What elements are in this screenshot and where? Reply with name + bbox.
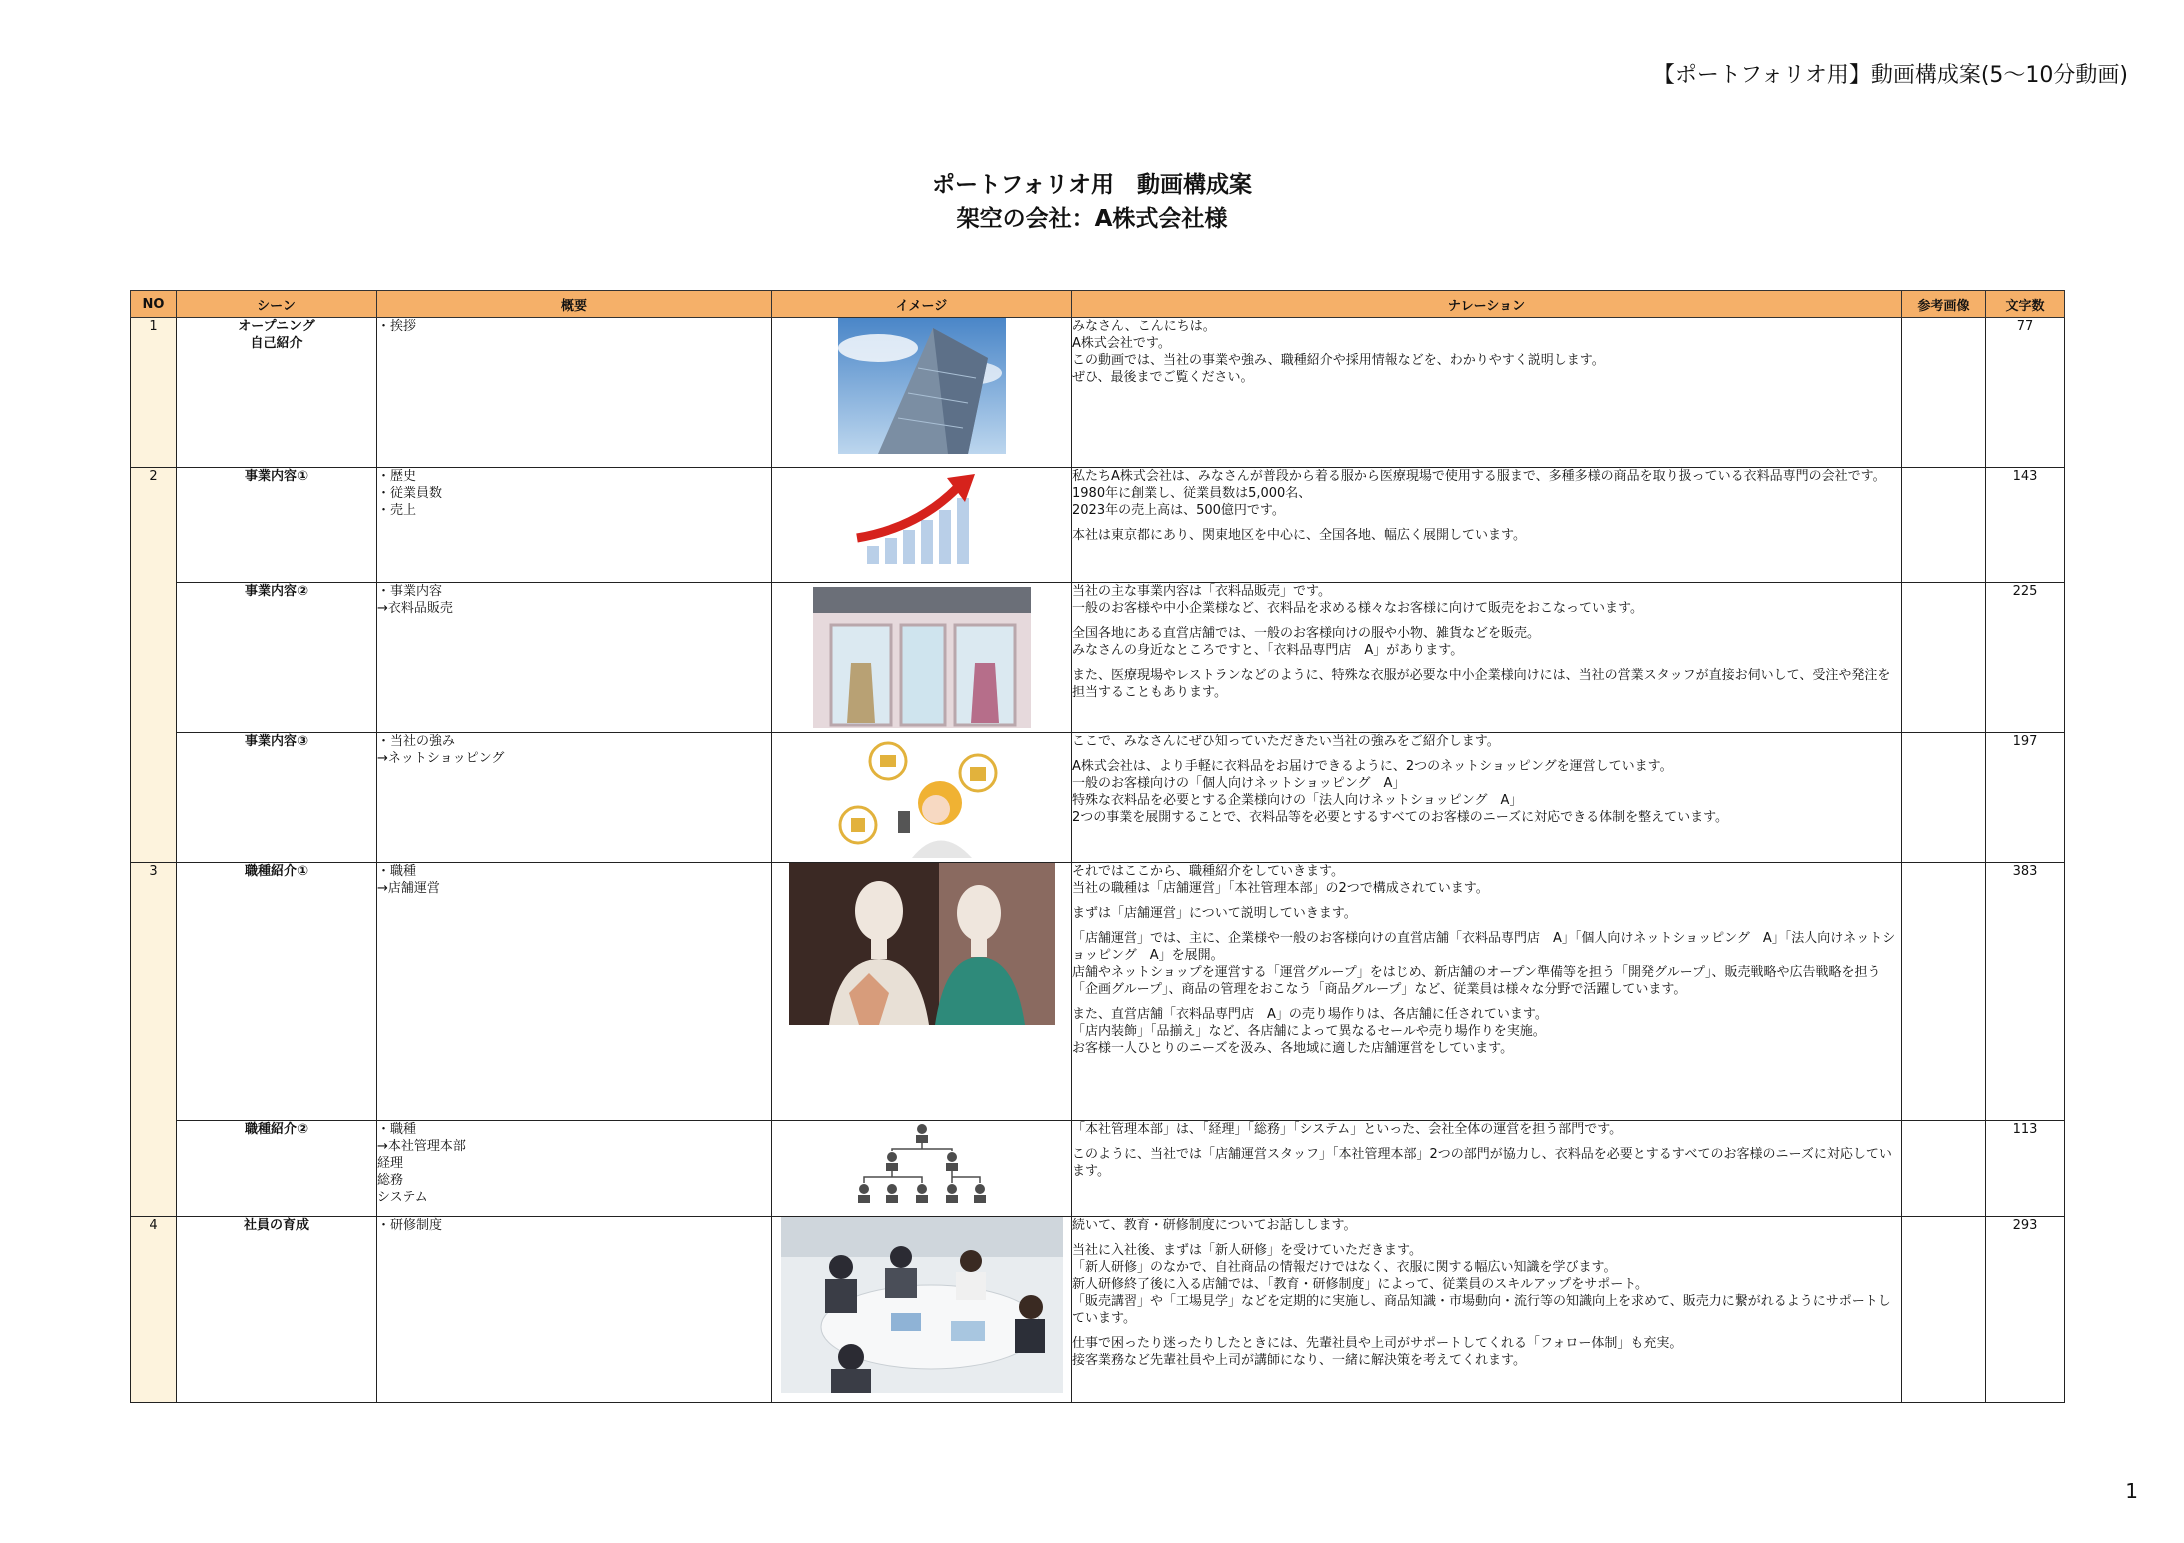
- char-count: 225: [1986, 583, 2065, 733]
- image-cell: [772, 468, 1072, 583]
- image-cell: [772, 863, 1072, 1121]
- overview-line: →衣料品販売: [377, 601, 453, 616]
- scene-label: 社員の育成: [243, 1218, 309, 1233]
- overview-line: 経理: [377, 1156, 404, 1171]
- row-number: 3: [131, 863, 177, 1217]
- overview-cell: [377, 863, 772, 1121]
- narration-paragraph: 当社の主な事業内容は「衣料品販売」です。 一般のお客様や中小企業様など、衣料品を求める様々なお客様に向けて販売をおこなっています。: [1072, 584, 1643, 616]
- overview-line: ・事業内容: [377, 584, 443, 599]
- narration-cell: [1072, 1217, 1902, 1403]
- reference-cell: [1902, 863, 1986, 1121]
- document-label: 【ポートフォリオ用】動画構成案(5〜10分動画): [1652, 63, 2128, 88]
- narration-cell: [1072, 318, 1902, 468]
- reference-cell: [1902, 583, 1986, 733]
- narration-cell: [1072, 468, 1902, 583]
- org-chart-image: [852, 1121, 992, 1209]
- scene-cell: [177, 583, 377, 733]
- scene-label: オープニング: [238, 319, 315, 334]
- overview-line: ・売上: [377, 503, 417, 518]
- overview-cell: [377, 1121, 772, 1217]
- narration-paragraph: ここで、みなさんにぜひ知っていただきたい当社の強みをご紹介します。: [1072, 734, 1500, 749]
- col-header-reference: 参考画像: [1902, 291, 1986, 318]
- reference-cell: [1902, 318, 1986, 468]
- narration-paragraph: 「店舗運営」では、主に、企業様や一般のお客様向けの直営店舗「衣料品専門店 A」「個人向けネットショッピング A」「法人向けネットショッピング A」を展開。 店舗やネットショップを運営する「運営グループ」をはじめ、新店舗のオープン準備等を担う「開発グループ」、販売戦略や広告戦略を担う「企画グループ」、商品の管理をおこなう「商品グループ」など、従業員は様々な分野で活躍しています。: [1072, 931, 1896, 997]
- overview-cell: [377, 583, 772, 733]
- char-count: 197: [1986, 733, 2065, 863]
- page-title: [0, 168, 2184, 236]
- table-row: [131, 733, 2065, 863]
- table-header-row: [131, 291, 2065, 318]
- scene-label: 事業内容②: [244, 584, 308, 599]
- overview-line: ・歴史: [377, 469, 417, 484]
- col-header-chars: 文字数: [1986, 291, 2065, 318]
- char-count: 143: [1986, 468, 2065, 583]
- boutique-storefront-image: [809, 583, 1035, 728]
- image-cell: [772, 318, 1072, 468]
- table-row: [131, 468, 2065, 583]
- narration-cell: [1072, 1121, 1902, 1217]
- table-row: [131, 583, 2065, 733]
- char-count: 293: [1986, 1217, 2065, 1403]
- image-cell: [772, 583, 1072, 733]
- online-shopping-image: [832, 733, 1012, 858]
- scene-cell: [177, 733, 377, 863]
- overview-line: ・研修制度: [377, 1218, 443, 1233]
- narration-cell: [1072, 863, 1902, 1121]
- title-line-2: 架空の会社：A株式会社様: [956, 206, 1228, 232]
- overview-line: ・従業員数: [377, 486, 443, 501]
- overview-cell: [377, 468, 772, 583]
- col-header-narration: ナレーション: [1072, 291, 1902, 318]
- table-row: [131, 863, 2065, 1121]
- overview-line: →本社管理本部: [377, 1139, 466, 1154]
- narration-paragraph: このように、当社では「店舗運営スタッフ」「本社管理本部」2つの部門が協力し、衣料品を必要とするすべてのお客様のニーズに対応しています。: [1072, 1147, 1892, 1179]
- reference-cell: [1902, 733, 1986, 863]
- narration-paragraph: 当社に入社後、まずは「新人研修」を受けていただきます。 「新人研修」のなかで、自社商品の情報だけではなく、衣服に関する幅広い知識を学びます。 新人研修終了後に入る店舗では、「教育・研修制度」によって、従業員のスキルアップをサポート。 「販売講習」や「工場見学」などを定期的に実施し、商品知識・市場動向・流行等の知識向上を求めて、販売力に繋がれるようにサポートしています。: [1072, 1243, 1891, 1326]
- growth-chart-image: [847, 468, 997, 573]
- scene-cell: [177, 1217, 377, 1403]
- reference-cell: [1902, 1121, 1986, 1217]
- char-count: 77: [1986, 318, 2065, 468]
- reference-cell: [1902, 468, 1986, 583]
- narration-paragraph: 続いて、教育・研修制度についてお話しします。: [1072, 1218, 1357, 1233]
- overview-cell: [377, 733, 772, 863]
- scene-label: 事業内容③: [244, 734, 308, 749]
- scene-label: 職種紹介②: [244, 1122, 308, 1137]
- row-number: 4: [131, 1217, 177, 1403]
- narration-paragraph: 本社は東京都にあり、関東地区を中心に、全国各地、幅広く展開しています。: [1072, 528, 1526, 543]
- storyboard-table: [130, 290, 2065, 1403]
- col-header-overview: 概要: [377, 291, 772, 318]
- mannequins-image: [789, 863, 1055, 1025]
- scene-cell: [177, 468, 377, 583]
- overview-line: ・挨拶: [377, 319, 417, 334]
- row-number: 2: [131, 468, 177, 863]
- col-header-image: イメージ: [772, 291, 1072, 318]
- narration-paragraph: それではここから、職種紹介をしていきます。 当社の職種は「店舗運営」「本社管理本部」の2つで構成されています。: [1072, 864, 1489, 896]
- overview-cell: [377, 318, 772, 468]
- table-row: [131, 1121, 2065, 1217]
- title-line-1: ポートフォリオ用 動画構成案: [932, 172, 1252, 198]
- table-row: [131, 1217, 2065, 1403]
- overview-line: ・職種: [377, 864, 417, 879]
- narration-paragraph: また、医療現場やレストランなどのように、特殊な衣服が必要な中小企業様向けには、当社の営業スタッフが直接お伺いして、受注や発注を担当することもあります。: [1072, 668, 1891, 700]
- row-number: 1: [131, 318, 177, 468]
- narration-paragraph: 全国各地にある直営店舗では、一般のお客様向けの服や小物、雑貨などを販売。 みなさんの身近なところですと、「衣料品専門店 A」があります。: [1072, 626, 1541, 658]
- page-number: 1: [2125, 1479, 2138, 1503]
- narration-cell: [1072, 583, 1902, 733]
- overview-line: ・職種: [377, 1122, 417, 1137]
- narration-cell: [1072, 733, 1902, 863]
- table-row: [131, 318, 2065, 468]
- narration-paragraph: 私たちA株式会社は、みなさんが普段から着る服から医療現場で使用する服まで、多種多様の商品を取り扱っている衣料品専門の会社です。 1980年に創業し、従業員数は5,000名、 2023年の売上高は、500億円です。: [1072, 469, 1886, 518]
- scene-label: 職種紹介①: [244, 864, 308, 879]
- overview-line: →ネットショッピング: [377, 751, 505, 766]
- narration-paragraph: 「本社管理本部」は、「経理」「総務」「システム」といった、会社全体の運営を担う部門です。: [1072, 1122, 1623, 1137]
- narration-paragraph: まずは「店舗運営」について説明していきます。: [1072, 906, 1357, 921]
- scene-cell: [177, 318, 377, 468]
- meeting-image: [781, 1217, 1063, 1393]
- scene-cell: [177, 1121, 377, 1217]
- narration-paragraph: また、直営店舗「衣料品専門店 A」の売り場作りは、各店舗に任されています。 「店内装飾」「品揃え」など、各店舗によって異なるセールや売り場作りを実施。 お客様一人ひとりのニーズを汲み、各地域に適した店舗運営をしています。: [1072, 1007, 1548, 1056]
- overview-cell: [377, 1217, 772, 1403]
- overview-line: →店舗運営: [377, 881, 440, 896]
- char-count: 383: [1986, 863, 2065, 1121]
- narration-paragraph: みなさん、こんにちは。 A株式会社です。 この動画では、当社の事業や強み、職種紹介や採用情報などを、わかりやすく説明します。 ぜひ、最後までご覧ください。: [1072, 319, 1605, 385]
- col-header-scene: シーン: [177, 291, 377, 318]
- reference-cell: [1902, 1217, 1986, 1403]
- overview-line: ・当社の強み: [377, 734, 456, 749]
- image-cell: [772, 1121, 1072, 1217]
- overview-line: 総務: [377, 1173, 404, 1188]
- image-cell: [772, 1217, 1072, 1403]
- scene-cell: [177, 863, 377, 1121]
- col-header-no: NO: [131, 291, 177, 318]
- image-cell: [772, 733, 1072, 863]
- narration-paragraph: 仕事で困ったり迷ったりしたときには、先輩社員や上司がサポートしてくれる「フォロー体制」も充実。 接客業務など先輩社員や上司が講師になり、一緒に解決策を考えてくれます。: [1072, 1336, 1683, 1368]
- overview-line: システム: [377, 1190, 428, 1205]
- scene-label: 事業内容①: [244, 469, 308, 484]
- char-count: 113: [1986, 1121, 2065, 1217]
- narration-paragraph: A株式会社は、より手軽に衣料品をお届けできるように、2つのネットショッピングを運営しています。 一般のお客様向けの「個人向けネットショッピング A」 特殊な衣料品を必要とする企業様向けの「法人向けネットショッピング A」 2つの事業を展開することで、衣料品等を必要とするすべてのお客様のニーズに対応できる体制を整えています。: [1072, 759, 1729, 825]
- office-building-image: [838, 318, 1006, 454]
- scene-label: 自己紹介: [250, 336, 303, 351]
